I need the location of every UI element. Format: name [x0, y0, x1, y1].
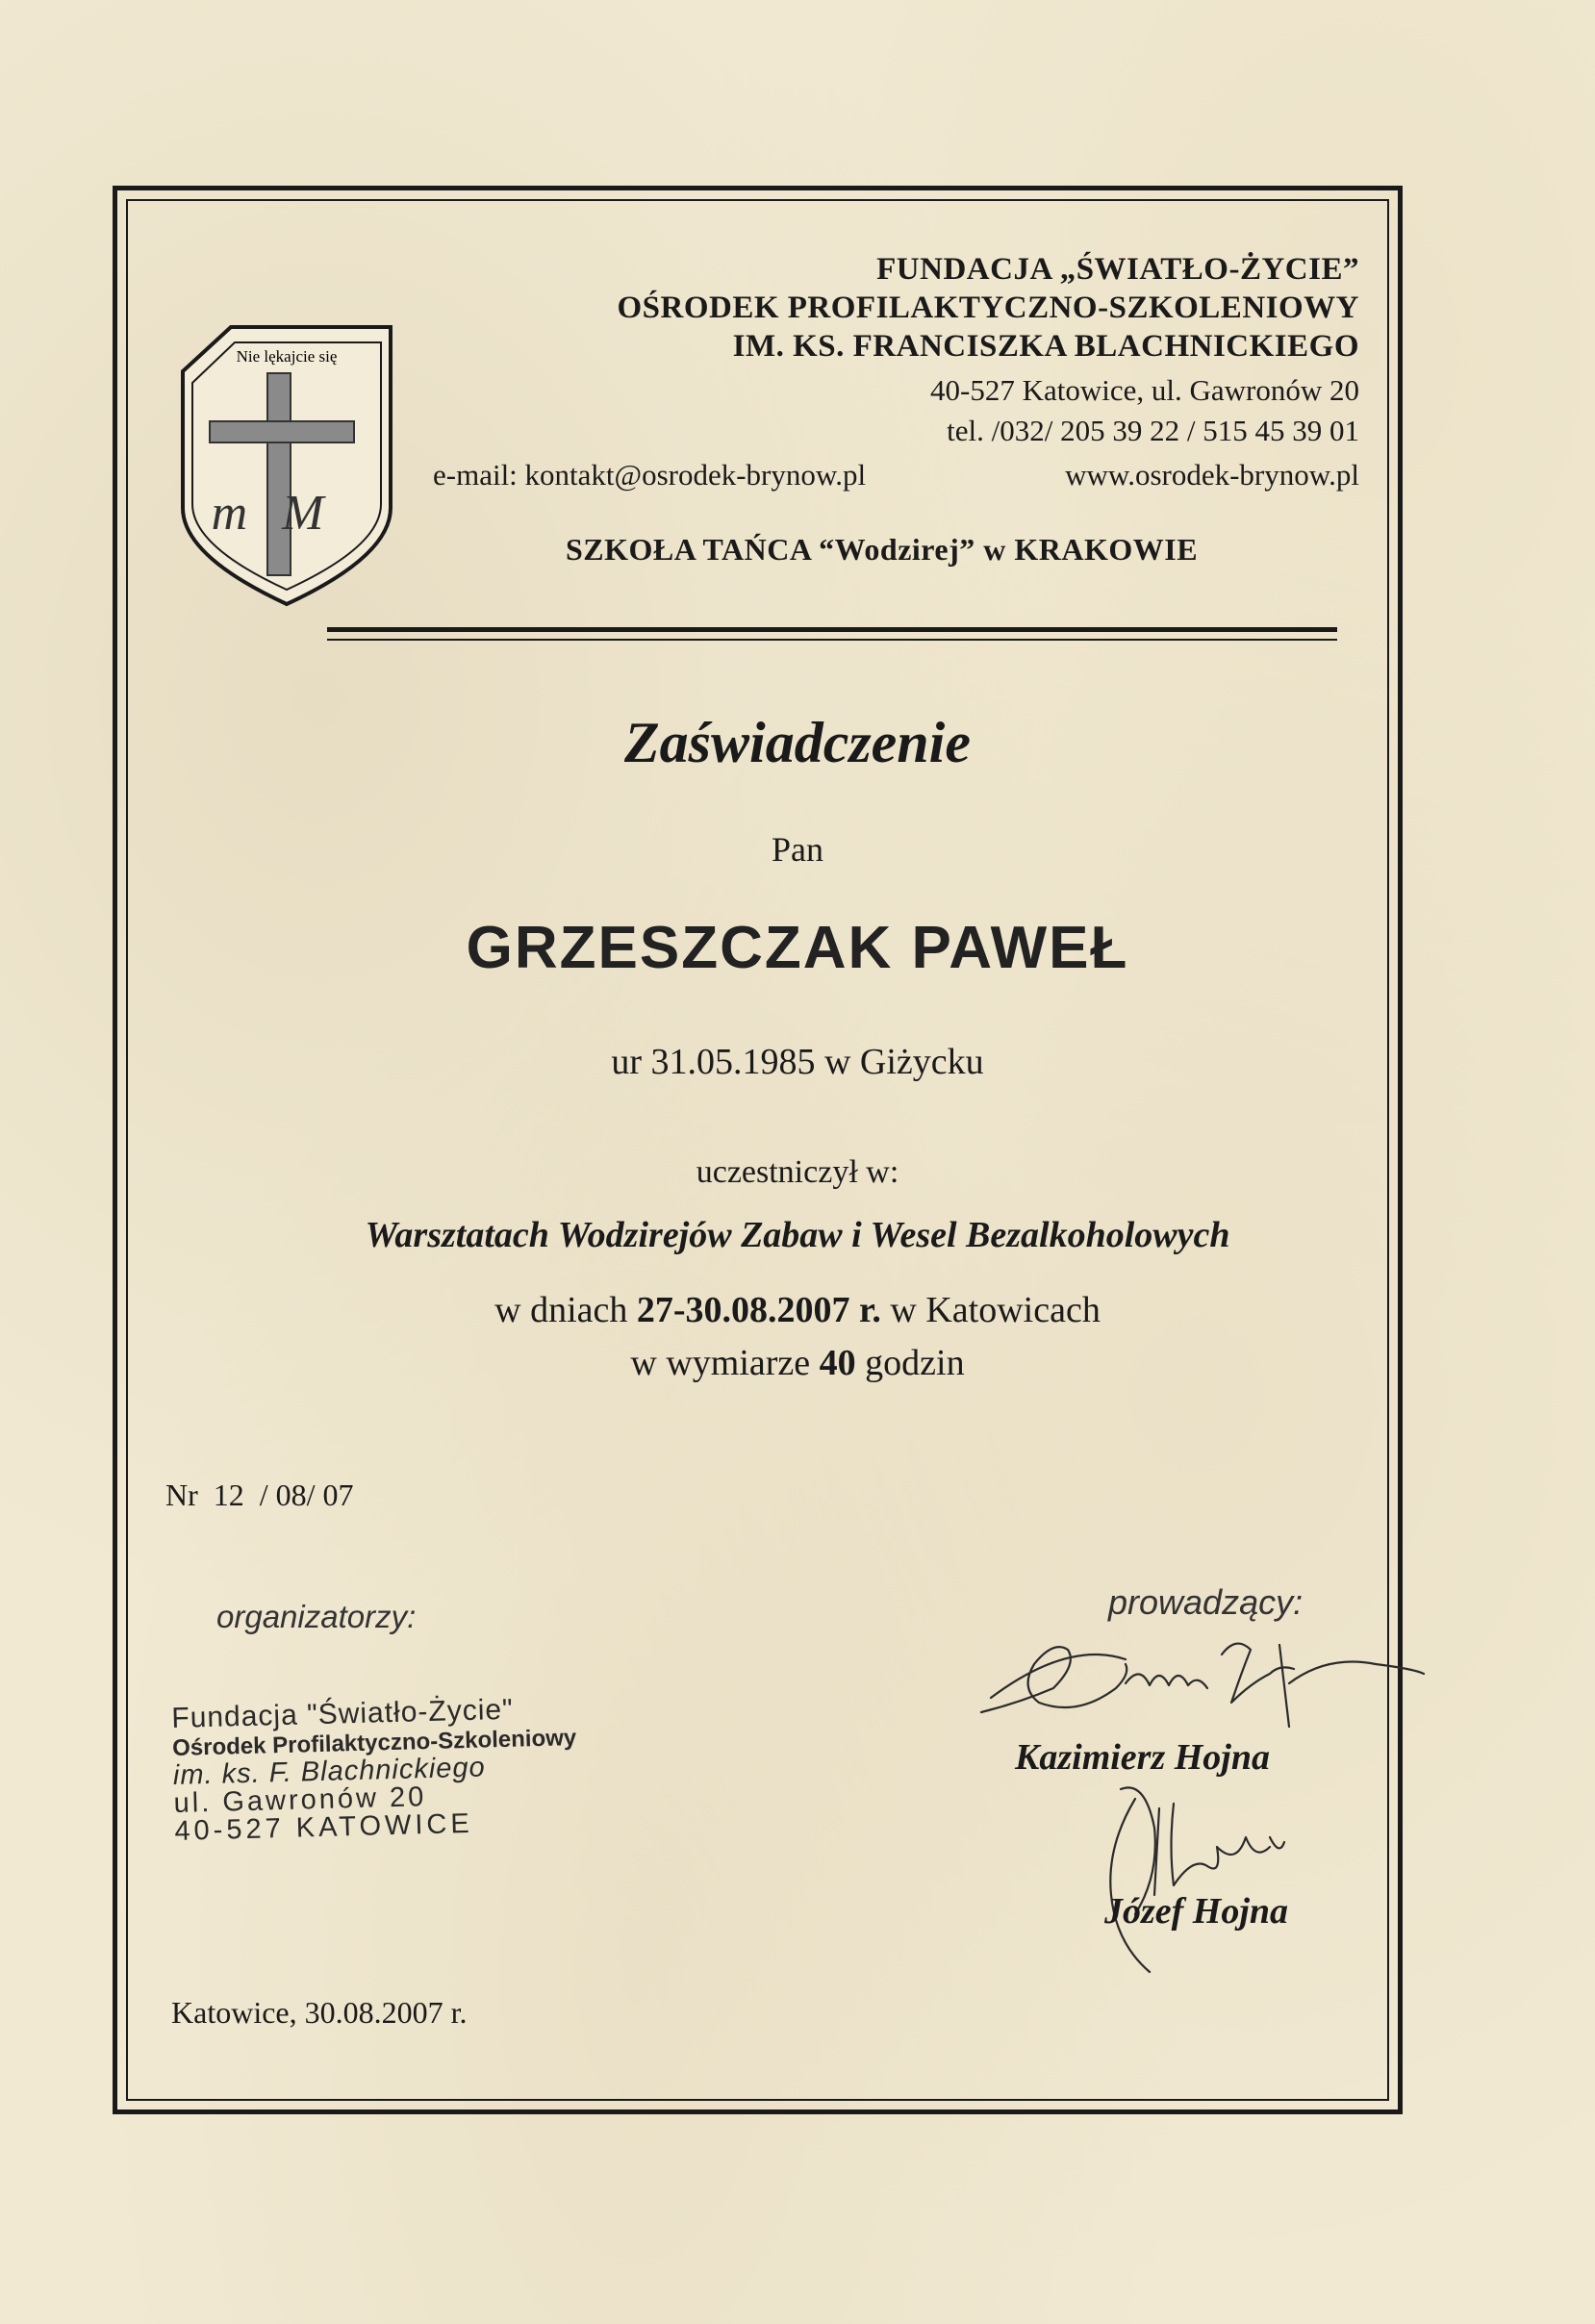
- phone: tel. /032/ 205 39 22 / 515 45 39 01: [947, 414, 1359, 447]
- certificate-title: Zaświadczenie: [624, 711, 971, 774]
- workshop-name: Warsztatach Wodzirejów Zabaw i Wesel Bezalkoholowych: [365, 1215, 1230, 1255]
- stamp-line: ul. Gawronów 20: [173, 1781, 427, 1819]
- place-date: Katowice, 30.08.2007 r.: [171, 1995, 468, 2030]
- address: 40-527 Katowice, ul. Gawronów 20: [930, 373, 1359, 407]
- hours-line: w wymiarze 40 godzin: [630, 1343, 965, 1383]
- stamp-line: 40-527 KATOWICE: [174, 1807, 474, 1847]
- leader-name: Józef Hojna: [1104, 1891, 1289, 1932]
- header-divider-thin: [327, 639, 1337, 641]
- stamp-line: im. ks. F. Blachnickiego: [172, 1752, 487, 1791]
- certificate-number: Nr 12 / 08/ 07: [165, 1478, 354, 1512]
- dates-line: w dniach 27-30.08.2007 r. w Katowicach: [494, 1290, 1101, 1330]
- salutation: Pan: [772, 830, 823, 869]
- organizer-stamp: [171, 1694, 579, 1846]
- email: e-mail: kontakt@osrodek-brynow.pl: [433, 458, 867, 492]
- logo-letters: mM: [211, 486, 359, 541]
- logo-motto: Nie lękajcie się: [236, 347, 338, 366]
- website: www.osrodek-brynow.pl: [1065, 458, 1359, 492]
- center-name: OŚRODEK PROFILAKTYCZNO-SZKOLENIOWY: [617, 290, 1359, 325]
- school-name: SZKOŁA TAŃCA “Wodzirej” w KRAKOWIE: [566, 532, 1199, 567]
- signature-kazimierz: [962, 1597, 1443, 1741]
- participated-label: uczestniczył w:: [696, 1154, 899, 1190]
- patron-name: IM. KS. FRANCISZKA BLACHNICKIEGO: [732, 329, 1359, 364]
- shield-logo: [171, 316, 402, 614]
- header-divider: [327, 627, 1337, 632]
- stamp-line: Fundacja "Światło-Życie": [170, 1693, 515, 1734]
- foundation-name: FUNDACJA „ŚWIATŁO-ŻYCIE”: [876, 252, 1359, 287]
- leaders-label: prowadzący:: [1108, 1582, 1304, 1622]
- leader-name: Kazimierz Hojna: [1015, 1737, 1270, 1778]
- birth-info: ur 31.05.1985 w Giżycku: [611, 1042, 984, 1082]
- organizers-label: organizatorzy:: [216, 1599, 417, 1634]
- recipient-name: GRZESZCZAK PAWEŁ: [466, 915, 1129, 981]
- stamp-line: Ośrodek Profilaktyczno-Szkoleniowy: [171, 1724, 577, 1761]
- signature-jozef: [1077, 1770, 1328, 1991]
